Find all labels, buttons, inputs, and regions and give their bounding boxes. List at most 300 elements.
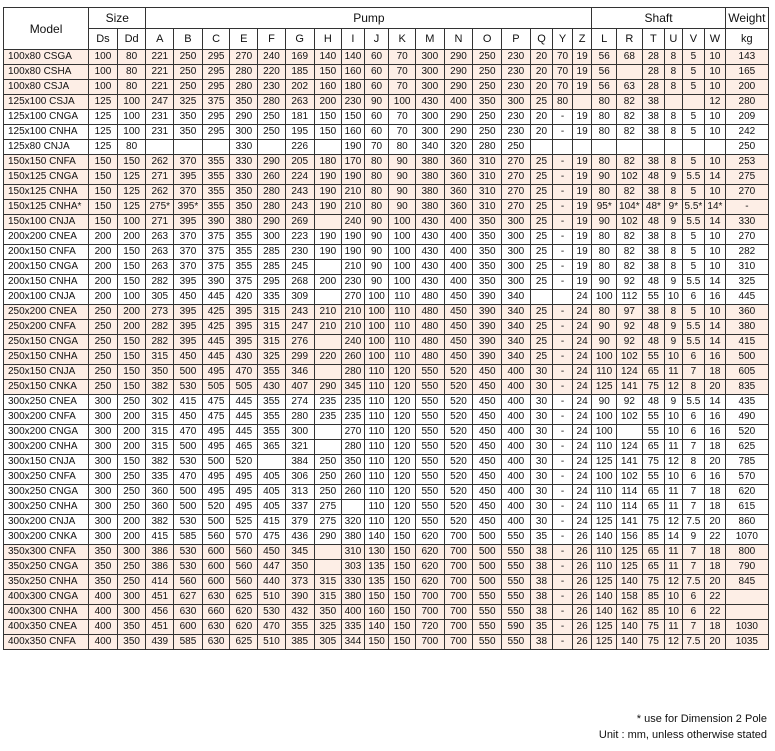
cell-j: 60 — [364, 65, 389, 80]
model-cell: 125x100 CNGA — [4, 110, 89, 125]
cell-k: 70 — [389, 50, 416, 65]
table-row — [4, 425, 769, 440]
cell-j: 60 — [364, 125, 389, 140]
cell-u: 12 — [665, 635, 682, 650]
cell-k: 120 — [389, 515, 416, 530]
cell-j: 110 — [364, 515, 389, 530]
cell-u: 8 — [665, 305, 682, 320]
cell-l: 80 — [592, 125, 617, 140]
table-row — [4, 80, 769, 95]
model-cell: 300x250 CNHA — [4, 500, 89, 515]
cell-r: 82 — [617, 260, 643, 275]
cell-g: 268 — [285, 275, 314, 290]
cell-m: 380 — [415, 155, 444, 170]
cell-y: - — [553, 485, 572, 500]
cell-i: 330 — [342, 575, 365, 590]
cell-t: 55 — [642, 410, 665, 425]
cell-n: 360 — [444, 185, 473, 200]
cell-f: 230 — [258, 80, 286, 95]
cell-u: 8 — [665, 125, 682, 140]
cell-h: 190 — [314, 230, 342, 245]
cell-n: 320 — [444, 140, 473, 155]
cell-y: - — [553, 200, 572, 215]
cell-c: 600 — [202, 545, 230, 560]
cell-w: 14 — [705, 215, 726, 230]
cell-y: 70 — [553, 50, 572, 65]
cell-j: 80 — [364, 170, 389, 185]
cell-o: 450 — [473, 500, 502, 515]
cell-k: 110 — [389, 350, 416, 365]
cell-a: 414 — [146, 575, 174, 590]
cell-f: 280 — [258, 200, 286, 215]
cell-g: 280 — [285, 410, 314, 425]
cell-f: 430 — [258, 380, 286, 395]
cell-g: 407 — [285, 380, 314, 395]
cell-q: 25 — [530, 155, 553, 170]
cell-r: 68 — [617, 50, 643, 65]
cell-ds: 150 — [89, 155, 118, 170]
cell-r: 82 — [617, 155, 643, 170]
cell-m: 300 — [415, 80, 444, 95]
cell-p: 230 — [502, 110, 531, 125]
cell-r: 102 — [617, 170, 643, 185]
cell-z: 26 — [572, 635, 592, 650]
cell-v: 5.5 — [682, 335, 705, 350]
cell-q: 38 — [530, 590, 553, 605]
model-cell: 300x200 CNGA — [4, 425, 89, 440]
model-cell: 400x350 CNEA — [4, 620, 89, 635]
cell-y: - — [553, 230, 572, 245]
table-row — [4, 440, 769, 455]
cell-l: 80 — [592, 245, 617, 260]
cell-a: 315 — [146, 350, 174, 365]
cell-n: 290 — [444, 125, 473, 140]
cell-h: 315 — [314, 575, 342, 590]
cell-i: 230 — [342, 95, 365, 110]
cell-t: 48 — [642, 335, 665, 350]
column-header-q: Q — [530, 29, 553, 50]
cell-y — [553, 140, 572, 155]
cell-k: 120 — [389, 425, 416, 440]
cell-a: 275* — [146, 200, 174, 215]
cell-a: 315 — [146, 425, 174, 440]
cell-l: 110 — [592, 365, 617, 380]
cell-v: 5 — [682, 230, 705, 245]
cell-f: 285 — [258, 245, 286, 260]
cell-a: 386 — [146, 560, 174, 575]
cell-m: 300 — [415, 50, 444, 65]
cell-q: 25 — [530, 200, 553, 215]
cell-dd: 125 — [117, 170, 146, 185]
column-header-z: Z — [572, 29, 592, 50]
cell-h: 200 — [314, 275, 342, 290]
cell-o: 450 — [473, 410, 502, 425]
cell-j: 110 — [364, 440, 389, 455]
cell-g: 276 — [285, 335, 314, 350]
cell-q: 25 — [530, 260, 553, 275]
cell-c: 295 — [202, 50, 230, 65]
cell-kg: 500 — [725, 350, 768, 365]
cell-l: 110 — [592, 440, 617, 455]
cell-v: 9 — [682, 530, 705, 545]
model-cell: 300x250 CNFA — [4, 470, 89, 485]
cell-c: 445 — [202, 335, 230, 350]
cell-j: 110 — [364, 365, 389, 380]
cell-v: 5 — [682, 125, 705, 140]
cell-n: 450 — [444, 320, 473, 335]
model-cell: 150x100 CNJA — [4, 215, 89, 230]
cell-p: 550 — [502, 530, 531, 545]
cell-z: 19 — [572, 215, 592, 230]
cell-f: 315 — [258, 335, 286, 350]
cell-f: 335 — [258, 290, 286, 305]
cell-c: 560 — [202, 530, 230, 545]
cell-f: 475 — [258, 530, 286, 545]
cell-h — [314, 425, 342, 440]
cell-n: 400 — [444, 245, 473, 260]
cell-e: 620 — [230, 605, 258, 620]
cell-f: 290 — [258, 155, 286, 170]
cell-f: 280 — [258, 185, 286, 200]
cell-m: 480 — [415, 350, 444, 365]
cell-m: 550 — [415, 365, 444, 380]
cell-u — [665, 95, 682, 110]
cell-g: 355 — [285, 620, 314, 635]
cell-l: 110 — [592, 485, 617, 500]
cell-m: 430 — [415, 275, 444, 290]
cell-dd: 150 — [117, 455, 146, 470]
cell-c: 295 — [202, 110, 230, 125]
cell-t: 38 — [642, 260, 665, 275]
cell-kg: 280 — [725, 95, 768, 110]
cell-l: 80 — [592, 95, 617, 110]
cell-h: 190 — [314, 200, 342, 215]
cell-w: 22 — [705, 605, 726, 620]
cell-t: 65 — [642, 365, 665, 380]
cell-e: 380 — [230, 215, 258, 230]
cell-m: 430 — [415, 95, 444, 110]
cell-b: 395 — [174, 275, 203, 290]
cell-a: 451 — [146, 620, 174, 635]
cell-f: 250 — [258, 110, 286, 125]
unit-note: Unit : mm, unless otherwise stated — [598, 729, 767, 741]
cell-dd: 80 — [117, 65, 146, 80]
model-cell: 125x80 CNJA — [4, 140, 89, 155]
cell-v: 5.5 — [682, 170, 705, 185]
header-pump: Pump — [146, 8, 592, 29]
cell-e: 420 — [230, 290, 258, 305]
cell-r: 140 — [617, 620, 643, 635]
model-cell: 250x150 CNHA — [4, 350, 89, 365]
cell-ds: 125 — [89, 95, 118, 110]
cell-y: - — [553, 410, 572, 425]
cell-b: 450 — [174, 290, 203, 305]
model-cell: 400x350 CNFA — [4, 635, 89, 650]
cell-c: 425 — [202, 320, 230, 335]
cell-m: 380 — [415, 170, 444, 185]
cell-b: 250 — [174, 80, 203, 95]
cell-kg: - — [725, 200, 768, 215]
column-header-ds: Ds — [89, 29, 118, 50]
cell-r: 102 — [617, 470, 643, 485]
cell-ds: 300 — [89, 395, 118, 410]
cell-q: 20 — [530, 65, 553, 80]
cell-l: 125 — [592, 455, 617, 470]
cell-k: 90 — [389, 185, 416, 200]
cell-j: 80 — [364, 200, 389, 215]
cell-kg: 330 — [725, 215, 768, 230]
cell-q: 25 — [530, 305, 553, 320]
cell-m: 700 — [415, 590, 444, 605]
cell-a: 456 — [146, 605, 174, 620]
cell-l: 56 — [592, 50, 617, 65]
cell-ds: 350 — [89, 575, 118, 590]
cell-i: 350 — [342, 455, 365, 470]
cell-q: 25 — [530, 185, 553, 200]
cell-dd: 250 — [117, 485, 146, 500]
cell-ds: 400 — [89, 620, 118, 635]
cell-t: 65 — [642, 560, 665, 575]
cell-h: 200 — [314, 95, 342, 110]
cell-o: 350 — [473, 275, 502, 290]
cell-a: 282 — [146, 335, 174, 350]
cell-g: 299 — [285, 350, 314, 365]
cell-l: 125 — [592, 380, 617, 395]
cell-n: 520 — [444, 470, 473, 485]
cell-e: 395 — [230, 335, 258, 350]
cell-z: 26 — [572, 590, 592, 605]
cell-j: 110 — [364, 470, 389, 485]
cell-g: 385 — [285, 635, 314, 650]
table-row — [4, 50, 769, 65]
cell-kg: 360 — [725, 305, 768, 320]
cell-h: 315 — [314, 590, 342, 605]
cell-o: 390 — [473, 350, 502, 365]
cell-p: 400 — [502, 470, 531, 485]
cell-b: 500 — [174, 500, 203, 515]
cell-r: 82 — [617, 95, 643, 110]
cell-z: 24 — [572, 365, 592, 380]
cell-y: - — [553, 575, 572, 590]
cell-v: 5.5 — [682, 320, 705, 335]
cell-c: 660 — [202, 605, 230, 620]
model-cell: 150x150 CNFA — [4, 155, 89, 170]
cell-f: 405 — [258, 500, 286, 515]
cell-kg: 270 — [725, 185, 768, 200]
cell-v: 7 — [682, 545, 705, 560]
cell-i: 235 — [342, 410, 365, 425]
cell-o: 250 — [473, 125, 502, 140]
cell-w: 20 — [705, 575, 726, 590]
cell-i: 270 — [342, 290, 365, 305]
cell-a: 273 — [146, 305, 174, 320]
cell-a: 247 — [146, 95, 174, 110]
cell-b: 500 — [174, 365, 203, 380]
model-cell: 250x200 CNEA — [4, 305, 89, 320]
column-header-r: R — [617, 29, 643, 50]
cell-l: 80 — [592, 305, 617, 320]
cell-l: 100 — [592, 470, 617, 485]
cell-ds: 125 — [89, 110, 118, 125]
cell-o: 450 — [473, 485, 502, 500]
cell-ds: 300 — [89, 470, 118, 485]
cell-e: 505 — [230, 380, 258, 395]
cell-m: 550 — [415, 515, 444, 530]
cell-r: 102 — [617, 215, 643, 230]
table-row — [4, 185, 769, 200]
cell-t: 48 — [642, 320, 665, 335]
cell-i: 240 — [342, 335, 365, 350]
cell-j: 130 — [364, 545, 389, 560]
cell-u: 11 — [665, 560, 682, 575]
cell-o: 500 — [473, 545, 502, 560]
cell-w: 10 — [705, 260, 726, 275]
cell-r — [617, 140, 643, 155]
table-row — [4, 215, 769, 230]
cell-f: 470 — [258, 620, 286, 635]
model-cell: 100x80 CSJA — [4, 80, 89, 95]
cell-m: 430 — [415, 260, 444, 275]
cell-l: 125 — [592, 635, 617, 650]
cell-v: 5 — [682, 80, 705, 95]
cell-o: 350 — [473, 215, 502, 230]
cell-c: 500 — [202, 455, 230, 470]
table-row — [4, 620, 769, 635]
cell-p: 550 — [502, 635, 531, 650]
cell-h: 235 — [314, 395, 342, 410]
cell-kg: 325 — [725, 275, 768, 290]
cell-y: - — [553, 500, 572, 515]
cell-m: 720 — [415, 620, 444, 635]
cell-a: 382 — [146, 455, 174, 470]
cell-g: 313 — [285, 485, 314, 500]
cell-q: 25 — [530, 275, 553, 290]
cell-t: 85 — [642, 590, 665, 605]
cell-i: 160 — [342, 65, 365, 80]
cell-q: 35 — [530, 620, 553, 635]
cell-dd: 200 — [117, 425, 146, 440]
cell-i: 320 — [342, 515, 365, 530]
cell-h: 210 — [314, 305, 342, 320]
cell-v: 5 — [682, 155, 705, 170]
cell-a: 315 — [146, 410, 174, 425]
cell-m: 380 — [415, 200, 444, 215]
cell-u: 8 — [665, 245, 682, 260]
cell-e: 330 — [230, 170, 258, 185]
cell-e: 300 — [230, 125, 258, 140]
cell-o: 450 — [473, 470, 502, 485]
cell-i: 210 — [342, 185, 365, 200]
cell-a: 415 — [146, 530, 174, 545]
cell-g: 245 — [285, 260, 314, 275]
cell-y: - — [553, 335, 572, 350]
cell-u: 9 — [665, 215, 682, 230]
cell-b: 395 — [174, 170, 203, 185]
cell-o: 450 — [473, 395, 502, 410]
cell-f — [258, 455, 286, 470]
cell-ds: 150 — [89, 200, 118, 215]
cell-o: 550 — [473, 605, 502, 620]
cell-t: 38 — [642, 230, 665, 245]
cell-a: 315 — [146, 440, 174, 455]
cell-a: 263 — [146, 260, 174, 275]
cell-n: 450 — [444, 305, 473, 320]
cell-w: 18 — [705, 620, 726, 635]
cell-u: 8 — [665, 185, 682, 200]
table-row — [4, 110, 769, 125]
cell-n: 360 — [444, 200, 473, 215]
cell-a: 271 — [146, 170, 174, 185]
cell-b: 530 — [174, 380, 203, 395]
cell-z: 24 — [572, 470, 592, 485]
column-header-v: V — [682, 29, 705, 50]
model-cell: 350x300 CNFA — [4, 545, 89, 560]
cell-w: 14* — [705, 200, 726, 215]
cell-kg: 620 — [725, 485, 768, 500]
cell-l: 80 — [592, 230, 617, 245]
cell-w: 20 — [705, 635, 726, 650]
table-row — [4, 65, 769, 80]
model-cell: 300x150 CNJA — [4, 455, 89, 470]
cell-o: 350 — [473, 245, 502, 260]
cell-w: 18 — [705, 545, 726, 560]
cell-n: 400 — [444, 215, 473, 230]
cell-z: 24 — [572, 485, 592, 500]
cell-u: 14 — [665, 530, 682, 545]
column-header-o: O — [473, 29, 502, 50]
cell-dd: 300 — [117, 545, 146, 560]
cell-kg: 790 — [725, 560, 768, 575]
cell-p: 400 — [502, 365, 531, 380]
cell-t: 48 — [642, 275, 665, 290]
cell-y: - — [553, 395, 572, 410]
cell-b: 627 — [174, 590, 203, 605]
cell-m: 480 — [415, 290, 444, 305]
cell-kg: 242 — [725, 125, 768, 140]
column-header-y: Y — [553, 29, 572, 50]
cell-ds: 200 — [89, 290, 118, 305]
cell-y: - — [553, 245, 572, 260]
cell-i: 180 — [342, 80, 365, 95]
cell-e: 350 — [230, 185, 258, 200]
cell-q: 38 — [530, 575, 553, 590]
cell-t: 55 — [642, 350, 665, 365]
cell-e: 395 — [230, 305, 258, 320]
model-cell: 200x150 CNFA — [4, 245, 89, 260]
cell-ds: 300 — [89, 410, 118, 425]
cell-p: 400 — [502, 455, 531, 470]
cell-y: - — [553, 185, 572, 200]
cell-m: 620 — [415, 530, 444, 545]
cell-f: 325 — [258, 350, 286, 365]
cell-w — [705, 140, 726, 155]
model-cell: 250x150 CNJA — [4, 365, 89, 380]
cell-ds: 200 — [89, 275, 118, 290]
model-cell: 250x150 CNKA — [4, 380, 89, 395]
cell-f: 530 — [258, 605, 286, 620]
cell-c: 500 — [202, 515, 230, 530]
cell-f: 295 — [258, 275, 286, 290]
cell-t: 75 — [642, 515, 665, 530]
cell-k: 110 — [389, 305, 416, 320]
cell-b: 600 — [174, 620, 203, 635]
cell-e: 620 — [230, 620, 258, 635]
cell-k: 70 — [389, 65, 416, 80]
cell-t: 38 — [642, 125, 665, 140]
cell-z: 19 — [572, 260, 592, 275]
cell-dd: 250 — [117, 470, 146, 485]
cell-h — [314, 335, 342, 350]
